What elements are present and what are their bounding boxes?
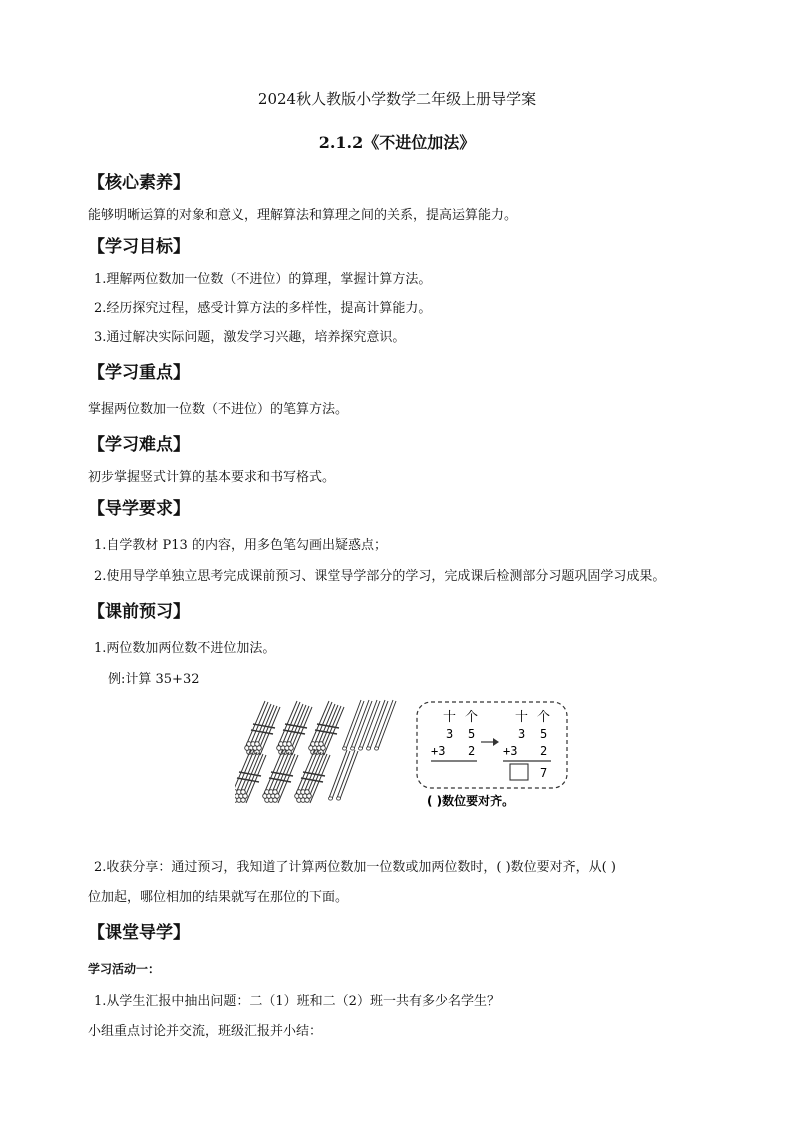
arrow-icon	[481, 738, 499, 746]
classroom-item-1: 1.从学生汇报中抽出问题：二（1）班和二（2）班一共有多少名学生？	[94, 994, 500, 1009]
stick-bundles-bottom	[235, 749, 330, 803]
addition-figure	[235, 698, 580, 813]
single-sticks-top	[343, 700, 397, 750]
goal-item-2: 2.经历探究过程，感受计算方法的多样性，提高计算能力。	[94, 301, 432, 316]
left-vertical-calc	[431, 709, 478, 761]
tens-answer-blank[interactable]	[510, 764, 528, 780]
heading-requirements: 【导学要求】	[88, 499, 190, 519]
difficulty-text: 初步掌握竖式计算的基本要求和书写格式。	[88, 470, 336, 485]
svg-text:3: 3	[446, 727, 454, 741]
svg-text:7: 7	[540, 766, 548, 780]
svg-text:+3: +3	[431, 744, 446, 758]
heading-classroom: 【课堂导学】	[88, 923, 190, 943]
svg-text:2: 2	[540, 744, 548, 758]
heading-focus: 【学习重点】	[88, 363, 190, 383]
core-text: 能够明晰运算的对象和意义，理解算法和算理之间的关系，提高运算能力。	[88, 208, 518, 223]
focus-text: 掌握两位数加一位数（不进位）的笔算方法。	[88, 402, 349, 417]
heading-difficulty: 【学习难点】	[88, 435, 190, 455]
heading-core: 【核心素养】	[88, 173, 190, 193]
svg-text:+3: +3	[503, 744, 518, 758]
svg-text:个: 个	[465, 710, 479, 725]
svg-text:5: 5	[540, 727, 548, 741]
goal-item-3: 3.通过解决实际问题，激发学习兴趣，培养探究意识。	[94, 330, 406, 345]
heading-preview: 【课前预习】	[88, 602, 190, 622]
document-title: 2024秋人教版小学数学二年级上册导学案	[257, 90, 537, 108]
single-sticks-bottom	[329, 750, 359, 800]
preview-item-1: 1.两位数加两位数不进位加法。	[94, 641, 276, 656]
svg-text:十: 十	[443, 710, 457, 725]
preview-item-2-line-1: 2.收获分享：通过预习，我知道了计算两位数加一位数或加两位数时，( )数位要对齐，从( )	[94, 860, 616, 875]
requirement-item-2: 2.使用导学单独立思考完成课前预习、课堂导学部分的学习，完成课后检测部分习题巩固学习成果。	[94, 569, 666, 584]
svg-text:2: 2	[468, 744, 476, 758]
goal-item-1: 1.理解两位数加一位数（不进位）的算理，掌握计算方法。	[94, 272, 432, 287]
classroom-item-2: 小组重点讨论并交流，班级汇报并小结：	[88, 1024, 323, 1039]
svg-text:个: 个	[537, 710, 551, 725]
preview-example: 例:计算 35+32	[108, 672, 200, 687]
requirement-item-1: 1.自学教材 P13 的内容，用多色笔勾画出疑惑点；	[94, 538, 387, 553]
stick-bundles-top	[245, 701, 344, 755]
lesson-title: 2.1.2《不进位加法》	[318, 133, 476, 152]
figure-caption: ( )数位要对齐。	[427, 794, 515, 808]
heading-goals: 【学习目标】	[88, 237, 190, 257]
preview-item-2-line-2: 位加起，哪位相加的结果就写在那位的下面。	[88, 890, 349, 905]
sticks-and-vertical-calc	[235, 698, 580, 813]
svg-text:3: 3	[518, 727, 526, 741]
activity-label: 学习活动一：	[88, 962, 161, 976]
svg-text:5: 5	[468, 727, 476, 741]
svg-text:十: 十	[515, 710, 529, 725]
right-vertical-calc	[503, 709, 551, 780]
